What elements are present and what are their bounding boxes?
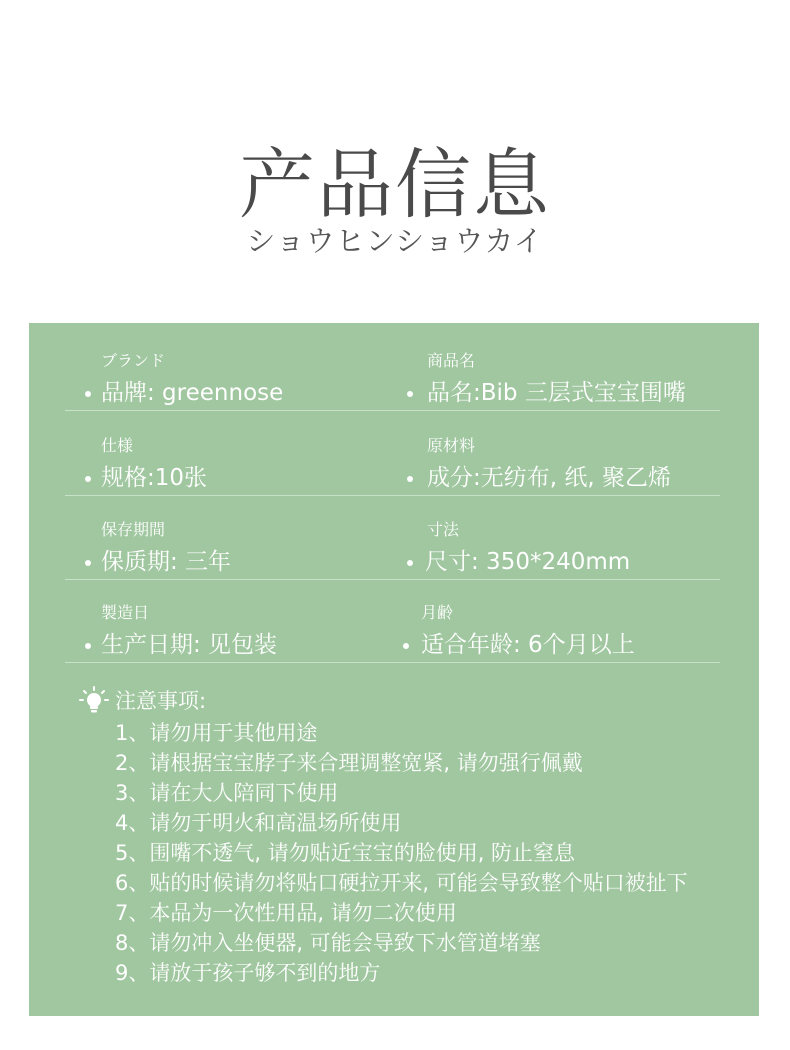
spec-value: 品名:Bib 三层式宝宝围嘴 xyxy=(427,380,686,406)
spec-row xyxy=(65,496,720,580)
list-item: 6、贴的时候请勿将贴口硬拉开来, 可能会导致整个贴口被扯下 xyxy=(115,871,688,895)
bullet-icon xyxy=(403,643,409,649)
spec-cell-spec xyxy=(65,412,385,495)
spec-row xyxy=(65,327,720,411)
list-item: 4、请勿于明火和高温场所使用 xyxy=(115,811,402,835)
spec-value: 生产日期: 见包装 xyxy=(101,632,278,658)
notes-list xyxy=(115,718,688,988)
spec-value: 品牌: greennose xyxy=(101,380,284,406)
bullet-icon xyxy=(407,391,413,397)
spec-cell-material xyxy=(405,412,725,495)
spec-value: 尺寸: 350*240mm xyxy=(425,549,631,575)
spec-label: 商品名 xyxy=(427,351,476,370)
notes-title: 注意事项: xyxy=(115,689,207,713)
bullet-icon xyxy=(407,476,413,482)
bullet-icon xyxy=(85,560,91,566)
spec-cell-manufacture-date xyxy=(65,579,385,662)
spec-label: 製造日 xyxy=(101,603,150,622)
bullet-icon xyxy=(407,560,413,566)
spec-label: 仕様 xyxy=(101,436,134,455)
spec-value: 成分:无纺布, 纸, 聚乙烯 xyxy=(427,465,671,491)
spec-cell-brand xyxy=(65,327,385,410)
page-subtitle: ショウヒンショウカイ xyxy=(246,224,544,258)
list-item: 9、请放于孩子够不到的地方 xyxy=(115,961,381,985)
list-item: 7、本品为一次性用品, 请勿二次使用 xyxy=(115,901,457,925)
spec-value: 规格:10张 xyxy=(101,465,208,491)
spec-label: 月齢 xyxy=(421,603,454,622)
spec-label: 寸法 xyxy=(427,520,460,539)
spec-label: ブランド xyxy=(101,351,166,370)
list-item: 8、请勿冲入坐便器, 可能会导致下水管道堵塞 xyxy=(115,931,541,955)
spec-value: 适合年龄: 6个月以上 xyxy=(421,632,635,658)
product-info-panel xyxy=(29,323,759,1016)
spec-cell-age xyxy=(405,579,725,662)
bullet-icon xyxy=(85,643,91,649)
spec-row xyxy=(65,412,720,496)
spec-value: 保质期: 三年 xyxy=(101,549,232,575)
bullet-icon xyxy=(85,476,91,482)
list-item: 3、请在大人陪同下使用 xyxy=(115,781,339,805)
spec-cell-shelf-life xyxy=(65,496,385,579)
spec-cell-size xyxy=(405,496,725,579)
spec-cell-product-name xyxy=(405,327,725,410)
lightbulb-icon xyxy=(79,686,109,716)
bullet-icon xyxy=(85,391,91,397)
page-title: 产品信息 xyxy=(239,140,551,229)
spec-label: 原材料 xyxy=(427,436,476,455)
spec-row xyxy=(65,579,720,663)
list-item: 2、请根据宝宝脖子来合理调整宽紧, 请勿强行佩戴 xyxy=(115,751,583,775)
list-item: 1、请勿用于其他用途 xyxy=(115,721,318,745)
list-item: 5、围嘴不透气, 请勿贴近宝宝的脸使用, 防止窒息 xyxy=(115,841,576,865)
spec-label: 保存期間 xyxy=(101,520,166,539)
